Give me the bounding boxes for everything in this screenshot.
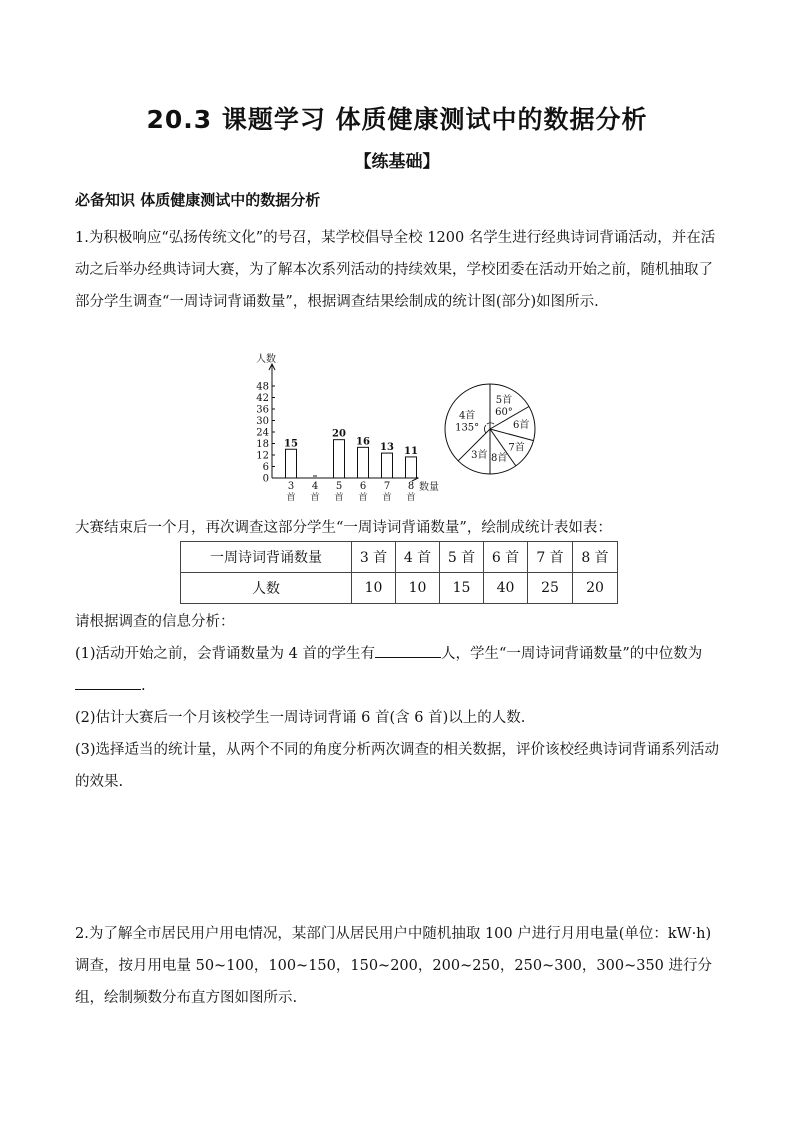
question-1-parts [75, 638, 725, 798]
part-1-text-b: 人，学生“一周诗词背诵数量”的中位数为 [440, 646, 703, 662]
x-tick-label: 7 [383, 481, 391, 492]
x-axis-label: 数量 [419, 482, 439, 493]
question-1-prompt: 请根据调查的信息分析： [75, 614, 235, 630]
table-row [181, 573, 618, 604]
question-1-text: 1.为积极响应“弘扬传统文化”的号召，某学校倡导全校 1200 名学生进行经典诗词背诵活动，并在活动之后举办经典诗词大赛，为了解本次系列活动的持续效果，学校团委在活动开始之前，随机抽取了部分学生调查“一周诗词背诵数量”，根据调查结果绘制成的统计图(部分)如图所示. [75, 230, 716, 310]
table-cell: 10 [396, 573, 440, 604]
question-1-charts [252, 350, 552, 508]
part-1 [75, 638, 725, 702]
bar [286, 449, 297, 478]
x-tick-label: 6 [359, 481, 367, 492]
y-axis-label: 人数 [256, 354, 276, 365]
y-tick-label: 48 [256, 381, 269, 393]
bar-value-label: 20 [332, 428, 346, 440]
table-cell: 15 [440, 573, 484, 604]
table-header-cell: 8 首 [573, 542, 618, 573]
bar-value-label: 16 [356, 436, 370, 448]
answer-blank[interactable] [375, 641, 441, 658]
pie-slice-label: 5首 [495, 394, 513, 406]
x-tick-label: 8 [407, 481, 415, 492]
table-header-label: 一周诗词背诵数量 [181, 542, 352, 573]
pie-slice-label: 7首 [508, 442, 525, 454]
y-tick-label: 24 [256, 427, 269, 439]
bar [334, 440, 345, 478]
table-cell: 40 [484, 573, 528, 604]
table-cell: 20 [573, 573, 618, 604]
y-tick-label: 42 [256, 393, 269, 404]
bar-chart [256, 352, 439, 503]
bar-value-label: 11 [404, 445, 418, 457]
y-tick-label: 0 [262, 473, 269, 485]
part-1-text-c: . [141, 678, 146, 694]
bar-value-label: 13 [380, 442, 394, 454]
x-tick-label: 4 [311, 481, 319, 492]
y-tick-label: 12 [256, 450, 269, 462]
table-header-cell: 3 首 [352, 542, 396, 573]
x-tick-label: 5 [335, 481, 343, 492]
pie-chart [445, 384, 535, 474]
pie-slice-label: 8首 [491, 453, 508, 465]
page-title: 20.3 课题学习 体质健康测试中的数据分析 [146, 105, 648, 134]
pie-angle-label: 135° [455, 422, 480, 434]
table-row [181, 542, 618, 573]
table-header-cell: 4 首 [396, 542, 440, 573]
part-1-text-a: (1)活动开始之前，会背诵数量为 4 首的学生有 [75, 646, 375, 662]
section-heading: 必备知识 体质健康测试中的数据分析 [75, 191, 321, 209]
question-1-after-chart: 大赛结束后一个月，再次调查这部分学生“一周诗词背诵数量”，绘制成统计表如表： [75, 520, 612, 536]
x-tick-label: 首 [406, 493, 416, 503]
bar [358, 447, 369, 478]
bar [406, 457, 417, 478]
x-tick-label: 首 [382, 493, 392, 503]
question-2-text: 2.为了解全市居民用户用电情况，某部门从居民用户中随机抽取 100 户进行月用电量(单位：kW·h)调查，按月用电量 50~100，100~150，150~200，200~250，250~300，300~350 进行分组，绘制频数分布直方图如图所示. [75, 926, 713, 1006]
bar-value-label: 15 [284, 438, 298, 450]
answer-blank[interactable] [75, 673, 141, 690]
y-tick-label: 36 [256, 404, 269, 416]
y-tick-label: 6 [262, 462, 269, 473]
table-header-cell: 7 首 [528, 542, 573, 573]
pie-slice-label: 3首 [471, 449, 488, 461]
practice-subtitle: 【练基础】 [354, 152, 440, 172]
table-header-cell: 5 首 [440, 542, 484, 573]
survey-table [180, 541, 618, 604]
pie-angle-label: 60° [495, 406, 513, 418]
pie-slice-label: 4首 [458, 410, 476, 422]
x-tick-label: 首 [310, 493, 320, 503]
part-2: (2)估计大赛后一个月该校学生一周诗词背诵 6 首(含 6 首)以上的人数. [75, 710, 526, 726]
part-3: (3)选择适当的统计量，从两个不同的角度分析两次调查的相关数据，评价该校经典诗词背诵系列活动的效果. [75, 742, 720, 790]
table-row-label: 人数 [181, 573, 352, 604]
y-tick-label: 30 [256, 416, 269, 427]
x-tick-label: 3 [287, 481, 295, 492]
table-header-cell: 6 首 [484, 542, 528, 573]
pie-slice-label: 6首 [513, 419, 530, 431]
y-tick-label: 18 [256, 439, 269, 450]
bar [382, 453, 393, 478]
x-tick-label: 首 [286, 493, 296, 503]
table-cell: 25 [528, 573, 573, 604]
x-tick-label: 首 [334, 493, 344, 503]
x-tick-label: 首 [358, 493, 368, 503]
table-cell: 10 [352, 573, 396, 604]
